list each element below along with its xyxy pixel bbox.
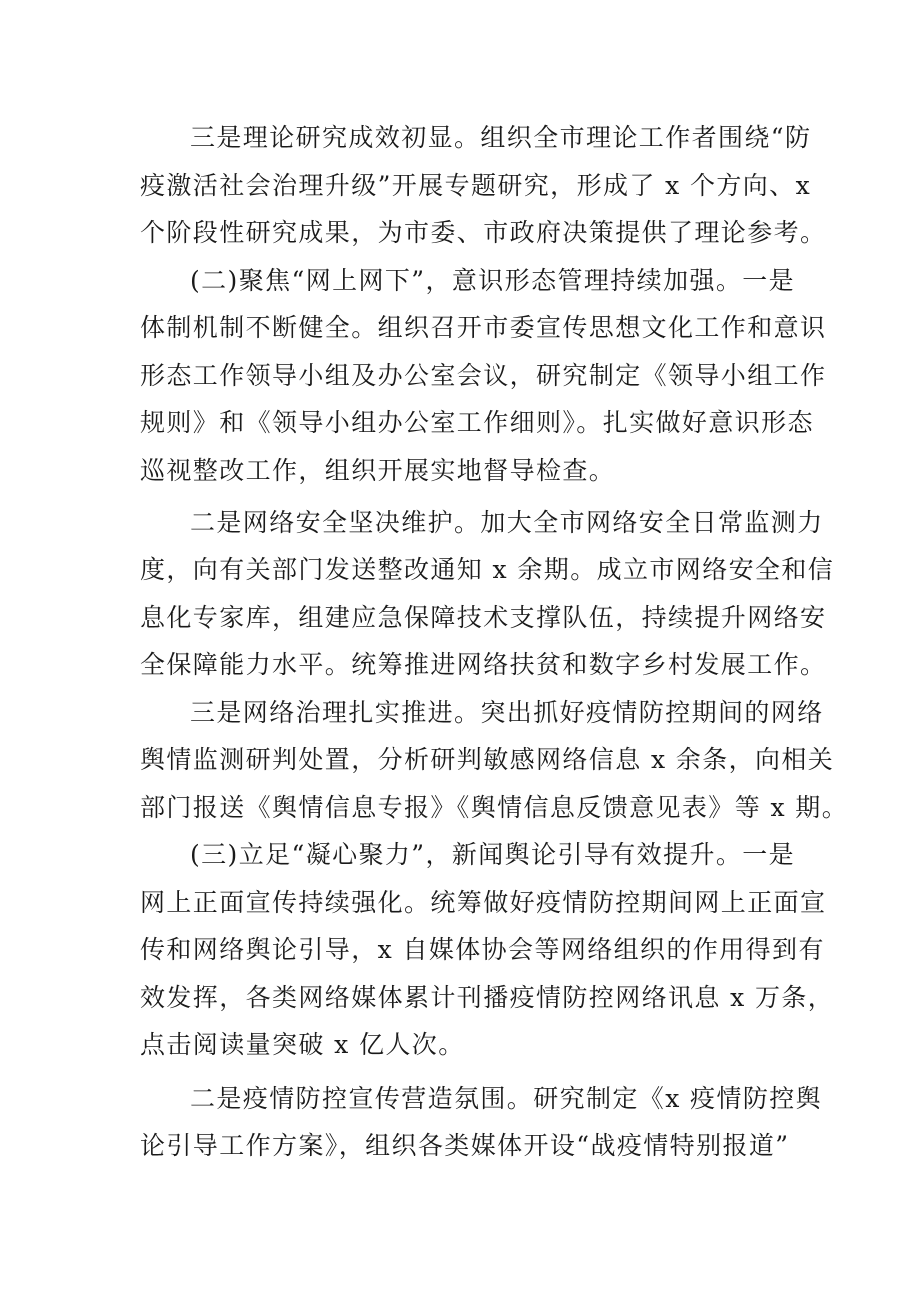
- section-heading-line: (三)立足“凝心聚力”，新闻舆论引导有效提升。一是: [190, 840, 796, 869]
- paragraph-line: 论引导工作方案》，组织各类媒体开设“战疫情特别报道”: [140, 1131, 790, 1160]
- paragraph-line: 点击阅读量突破 x 亿人次。: [140, 1030, 465, 1059]
- paragraph-line: 二是网络安全坚决维护。加大全市网络安全日常监测力: [190, 508, 824, 537]
- paragraph-line: 规则》和《领导小组办公室工作细则》。扎实做好意识形态: [140, 408, 814, 437]
- paragraph-line: 巡视整改工作，组织开展实地督导检查。: [140, 456, 616, 485]
- section-heading-line: (二)聚焦“网上网下”，意识形态管理持续加强。一是: [190, 266, 796, 295]
- paragraph-line: 息化专家库，组建应急保障技术支撑队伍，持续提升网络安: [140, 603, 827, 632]
- paragraph-line: 部门报送《舆情信息专报》《舆情信息反馈意见表》等 x 期。: [140, 793, 849, 822]
- paragraph-line: 全保障能力水平。统筹推进网络扶贫和数字乡村发展工作。: [140, 650, 827, 679]
- paragraph-line: 三是网络治理扎实推进。突出抓好疫情防控期间的网络: [190, 698, 824, 727]
- paragraph-line: 体制机制不断健全。组织召开市委宣传思想文化工作和意识: [140, 313, 827, 342]
- paragraph-line: 疫激活社会治理升级”开展专题研究，形成了 x 个方向、x: [140, 171, 812, 200]
- paragraph-line: 传和网络舆论引导，x 自媒体协会等网络组织的作用得到有: [140, 935, 825, 964]
- paragraph-line: 二是疫情防控宣传营造氛围。研究制定《x 疫情防控舆: [190, 1084, 823, 1113]
- paragraph-line: 舆情监测研判处置，分析研判敏感网络信息 x 余条，向相关: [140, 745, 835, 774]
- paragraph-line: 个阶段性研究成果，为市委、市政府决策提供了理论参考。: [140, 218, 827, 247]
- paragraph-line: 度，向有关部门发送整改通知 x 余期。成立市网络安全和信: [140, 555, 835, 584]
- paragraph-line: 形态工作领导小组及办公室会议，研究制定《领导小组工作: [140, 361, 827, 390]
- paragraph-line: 三是理论研究成效初显。组织全市理论工作者围绕“防: [190, 123, 812, 152]
- paragraph-line: 效发挥，各类网络媒体累计刊播疫情防控网络讯息 x 万条，: [140, 983, 835, 1012]
- paragraph-line: 网上正面宣传持续强化。统筹做好疫情防控期间网上正面宣: [140, 888, 827, 917]
